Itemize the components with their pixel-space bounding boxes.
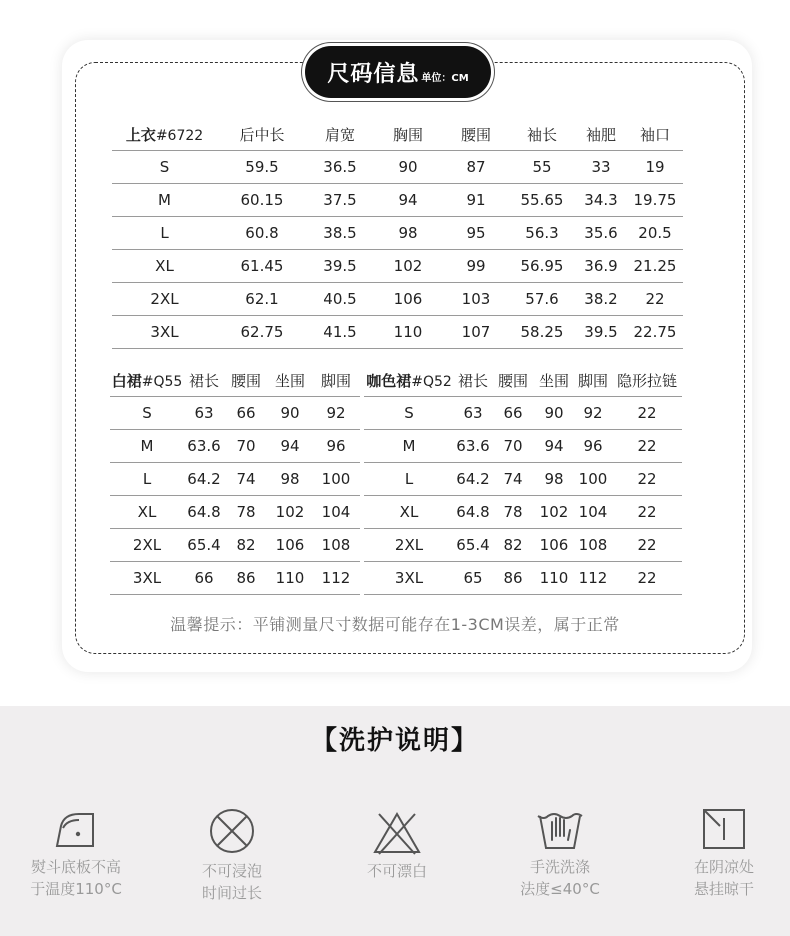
white-skirt-header: 白裙#Q55 xyxy=(110,364,184,397)
measurement-cell: 74 xyxy=(492,463,534,496)
measurement-cell: 66 xyxy=(184,562,224,595)
measurement-cell: 55.65 xyxy=(509,184,575,217)
measurement-cell: 37.5 xyxy=(307,184,373,217)
measurement-cell: 38.5 xyxy=(307,217,373,250)
column-header: 胸围 xyxy=(373,118,443,151)
measurement-cell: 94 xyxy=(268,430,312,463)
measurement-cell: 74 xyxy=(224,463,268,496)
measurement-cell: 22 xyxy=(612,463,682,496)
column-header: 裙长 xyxy=(454,364,492,397)
column-header: 肩宽 xyxy=(307,118,373,151)
size-label-cell: XL xyxy=(112,250,217,283)
care-label-line: 熨斗底板不高 xyxy=(30,858,121,876)
measurement-cell: 96 xyxy=(574,430,612,463)
table-row xyxy=(112,316,683,349)
size-label-cell: S xyxy=(110,397,184,430)
measurement-cell: 66 xyxy=(492,397,534,430)
measurement-cell: 90 xyxy=(268,397,312,430)
measurement-cell: 19 xyxy=(627,151,683,184)
no-bleach-icon xyxy=(371,810,423,856)
measurement-cell: 94 xyxy=(534,430,574,463)
column-header: 腰围 xyxy=(224,364,268,397)
size-label-cell: L xyxy=(110,463,184,496)
column-header: 腰围 xyxy=(443,118,509,151)
table-title-cell: 上衣#6722 xyxy=(112,118,217,151)
measurement-cell: 82 xyxy=(224,529,268,562)
table-row xyxy=(364,397,682,430)
measurement-cell: 78 xyxy=(224,496,268,529)
measurement-cell: 63 xyxy=(454,397,492,430)
column-header: 脚围 xyxy=(574,364,612,397)
size-label-cell: S xyxy=(364,397,454,430)
measurement-note: 温馨提示：平铺测量尺寸数据可能存在1-3CM误差，属于正常 xyxy=(170,615,620,634)
table-row xyxy=(112,151,683,184)
care-item-shade-dry xyxy=(654,806,790,900)
care-label-line: 法度≤40°C xyxy=(520,880,600,898)
care-label-line: 时间过长 xyxy=(201,884,262,902)
measurement-cell: 64.8 xyxy=(454,496,492,529)
care-section xyxy=(0,706,790,936)
care-label-line: 于温度110°C xyxy=(30,880,122,898)
measurement-cell: 33 xyxy=(575,151,627,184)
measurement-cell: 90 xyxy=(373,151,443,184)
table-row xyxy=(364,562,682,595)
table-header-row xyxy=(110,364,360,397)
size-info-title-badge xyxy=(305,46,491,98)
measurement-cell: 94 xyxy=(373,184,443,217)
measurement-cell: 110 xyxy=(534,562,574,595)
measurement-cell: 98 xyxy=(268,463,312,496)
measurement-cell: 95 xyxy=(443,217,509,250)
measurement-cell: 112 xyxy=(312,562,360,595)
top-size-table xyxy=(112,118,683,349)
measurement-cell: 60.15 xyxy=(217,184,307,217)
measurement-cell: 40.5 xyxy=(307,283,373,316)
column-header: 脚围 xyxy=(312,364,360,397)
care-item-no-bleach xyxy=(327,810,467,882)
table-row xyxy=(364,430,682,463)
measurement-cell: 100 xyxy=(312,463,360,496)
measurement-cell: 91 xyxy=(443,184,509,217)
table-row xyxy=(112,283,683,316)
iron-icon xyxy=(51,806,101,852)
coffee-skirt-size-table xyxy=(364,364,682,595)
measurement-cell: 102 xyxy=(373,250,443,283)
measurement-cell: 63.6 xyxy=(184,430,224,463)
measurement-cell: 87 xyxy=(443,151,509,184)
measurement-cell: 36.5 xyxy=(307,151,373,184)
table-row xyxy=(110,496,360,529)
care-label-line: 手洗洗涤 xyxy=(529,858,590,876)
table-row xyxy=(110,529,360,562)
measurement-cell: 22 xyxy=(627,283,683,316)
size-label-cell: 2XL xyxy=(112,283,217,316)
coffee-skirt-header: 咖色裙#Q52 xyxy=(364,364,454,397)
measurement-cell: 92 xyxy=(574,397,612,430)
measurement-cell: 55 xyxy=(509,151,575,184)
size-label-cell: S xyxy=(112,151,217,184)
table-row xyxy=(112,250,683,283)
care-label-line: 悬挂晾干 xyxy=(693,880,754,898)
measurement-cell: 20.5 xyxy=(627,217,683,250)
size-label-cell: 3XL xyxy=(110,562,184,595)
table-row xyxy=(364,496,682,529)
table-row xyxy=(112,217,683,250)
table-row xyxy=(110,397,360,430)
size-label-cell: M xyxy=(364,430,454,463)
size-label-cell: 2XL xyxy=(110,529,184,562)
care-label-line: 在阴凉处 xyxy=(693,858,754,876)
table-row xyxy=(110,430,360,463)
size-label-cell: XL xyxy=(110,496,184,529)
column-header: 隐形拉链 xyxy=(612,364,682,397)
measurement-cell: 34.3 xyxy=(575,184,627,217)
measurement-cell: 102 xyxy=(268,496,312,529)
measurement-cell: 21.25 xyxy=(627,250,683,283)
measurement-cell: 58.25 xyxy=(509,316,575,349)
size-label-cell: 2XL xyxy=(364,529,454,562)
measurement-cell: 108 xyxy=(312,529,360,562)
measurement-cell: 78 xyxy=(492,496,534,529)
care-title: 【洗护说明】 xyxy=(310,726,479,756)
care-label-line: 不可浸泡 xyxy=(201,862,262,880)
no-tumble-dry-icon xyxy=(207,806,257,856)
measurement-cell: 110 xyxy=(373,316,443,349)
white-skirt-size-table xyxy=(110,364,360,595)
measurement-cell: 22 xyxy=(612,496,682,529)
measurement-cell: 104 xyxy=(574,496,612,529)
measurement-cell: 103 xyxy=(443,283,509,316)
size-label-cell: 3XL xyxy=(364,562,454,595)
table-row xyxy=(364,529,682,562)
measurement-cell: 22.75 xyxy=(627,316,683,349)
care-label-line: 不可漂白 xyxy=(366,862,427,880)
column-header: 裙长 xyxy=(184,364,224,397)
measurement-cell: 99 xyxy=(443,250,509,283)
measurement-cell: 61.45 xyxy=(217,250,307,283)
column-header: 腰围 xyxy=(492,364,534,397)
measurement-cell: 90 xyxy=(534,397,574,430)
measurement-cell: 108 xyxy=(574,529,612,562)
care-item-hand-wash xyxy=(490,806,630,900)
measurement-cell: 64.2 xyxy=(184,463,224,496)
measurement-cell: 64.8 xyxy=(184,496,224,529)
measurement-cell: 22 xyxy=(612,529,682,562)
measurement-cell: 65.4 xyxy=(454,529,492,562)
measurement-cell: 22 xyxy=(612,397,682,430)
measurement-cell: 65 xyxy=(454,562,492,595)
measurement-cell: 96 xyxy=(312,430,360,463)
measurement-cell: 60.8 xyxy=(217,217,307,250)
measurement-cell: 70 xyxy=(492,430,534,463)
measurement-cell: 106 xyxy=(373,283,443,316)
size-label-cell: L xyxy=(112,217,217,250)
table-row xyxy=(364,463,682,496)
measurement-cell: 92 xyxy=(312,397,360,430)
measurement-cell: 106 xyxy=(534,529,574,562)
column-header: 坐围 xyxy=(268,364,312,397)
table-row xyxy=(112,184,683,217)
table-header-row xyxy=(364,364,682,397)
column-header: 袖长 xyxy=(509,118,575,151)
care-item-no-soak xyxy=(162,806,302,904)
measurement-cell: 82 xyxy=(492,529,534,562)
measurement-cell: 100 xyxy=(574,463,612,496)
measurement-cell: 102 xyxy=(534,496,574,529)
measurement-cell: 107 xyxy=(443,316,509,349)
hand-wash-icon xyxy=(534,806,586,852)
measurement-cell: 56.3 xyxy=(509,217,575,250)
measurement-cell: 41.5 xyxy=(307,316,373,349)
size-unit: 单位：CM xyxy=(421,72,469,84)
measurement-cell: 110 xyxy=(268,562,312,595)
measurement-cell: 63.6 xyxy=(454,430,492,463)
measurement-cell: 62.1 xyxy=(217,283,307,316)
measurement-cell: 19.75 xyxy=(627,184,683,217)
shade-dry-icon xyxy=(700,806,748,852)
measurement-cell: 70 xyxy=(224,430,268,463)
table-header-row xyxy=(112,118,683,151)
measurement-cell: 38.2 xyxy=(575,283,627,316)
column-header: 坐围 xyxy=(534,364,574,397)
size-label-cell: 3XL xyxy=(112,316,217,349)
measurement-cell: 112 xyxy=(574,562,612,595)
measurement-cell: 22 xyxy=(612,430,682,463)
measurement-cell: 35.6 xyxy=(575,217,627,250)
size-label-cell: XL xyxy=(364,496,454,529)
care-item-iron xyxy=(6,806,146,900)
measurement-cell: 86 xyxy=(224,562,268,595)
column-header: 后中长 xyxy=(217,118,307,151)
measurement-cell: 106 xyxy=(268,529,312,562)
measurement-cell: 56.95 xyxy=(509,250,575,283)
measurement-cell: 98 xyxy=(373,217,443,250)
measurement-cell: 64.2 xyxy=(454,463,492,496)
measurement-cell: 62.75 xyxy=(217,316,307,349)
measurement-cell: 98 xyxy=(534,463,574,496)
measurement-cell: 66 xyxy=(224,397,268,430)
measurement-cell: 86 xyxy=(492,562,534,595)
measurement-cell: 63 xyxy=(184,397,224,430)
size-label-cell: L xyxy=(364,463,454,496)
measurement-cell: 57.6 xyxy=(509,283,575,316)
measurement-cell: 22 xyxy=(612,562,682,595)
column-header: 袖口 xyxy=(627,118,683,151)
table-row xyxy=(110,562,360,595)
size-label-cell: M xyxy=(110,430,184,463)
size-label-cell: M xyxy=(112,184,217,217)
measurement-cell: 39.5 xyxy=(575,316,627,349)
measurement-cell: 36.9 xyxy=(575,250,627,283)
column-header: 袖肥 xyxy=(575,118,627,151)
measurement-cell: 59.5 xyxy=(217,151,307,184)
size-info-title: 尺码信息 xyxy=(327,61,420,87)
measurement-cell: 104 xyxy=(312,496,360,529)
measurement-cell: 65.4 xyxy=(184,529,224,562)
measurement-cell: 39.5 xyxy=(307,250,373,283)
table-row xyxy=(110,463,360,496)
